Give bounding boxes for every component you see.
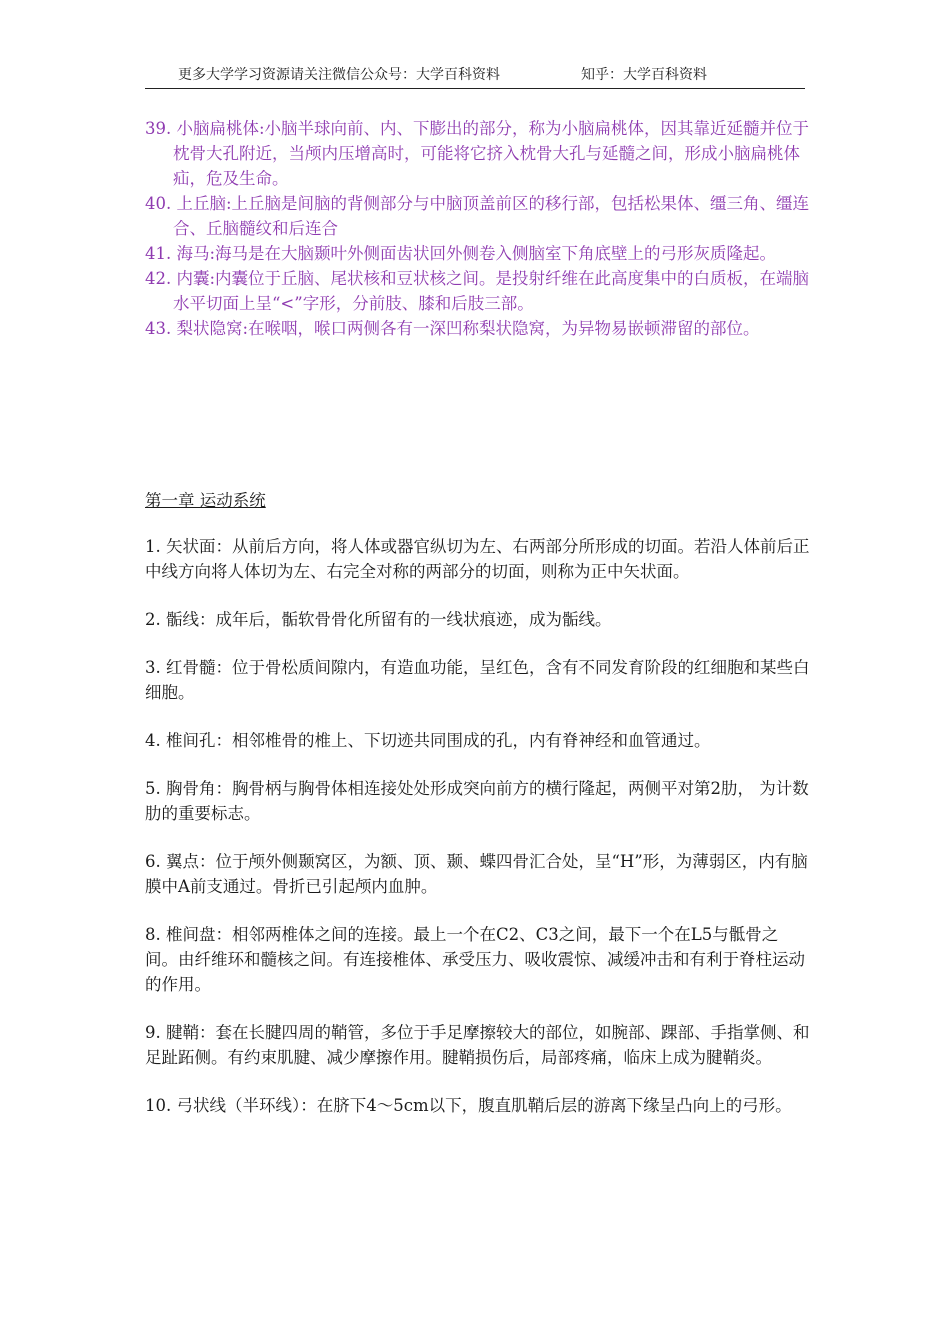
definition-paragraph: 4. 椎间孔：相邻椎骨的椎上、下切迹共同围成的孔，内有脊神经和血管通过。 <box>145 731 711 750</box>
definition-paragraph: 2. 骺线：成年后，骺软骨骨化所留有的一线状痕迹，成为骺线。 <box>145 610 612 629</box>
definition-paragraph: 10. 弓状线（半环线）：在脐下4～5cm以下，腹直肌鞘后层的游离下缘呈凸向上的弓形。 <box>145 1096 792 1115</box>
list-item: 39. 小脑扁桃体:小脑半球向前、内、下膨出的部分，称为小脑扁桃体，因其靠近延髓并位于枕骨大孔附近，当颅内压增高时，可能将它挤入枕骨大孔与延髓之间，形成小脑扁桃体疝，危及生命。 <box>145 119 810 188</box>
definition-paragraph: 9. 腱鞘：套在长腱四周的鞘管，多位于手足摩擦较大的部位，如腕部、踝部、手指掌侧、和足趾跖侧。有约束肌腱、减少摩擦作用。腱鞘损伤后，局部疼痛，临床上成为腱鞘炎。 <box>145 1023 810 1067</box>
header-wechat-text: 更多大学学习资源请关注微信公众号：大学百科资料 <box>178 67 500 83</box>
list-item: 42. 内囊:内囊位于丘脑、尾状核和豆状核之间。是投射纤维在此高度集中的白质板，在端脑水平切面上呈“<”字形，分前肢、膝和后肢三部。 <box>145 269 810 313</box>
definition-paragraph: 6. 翼点：位于颅外侧颞窝区，为额、顶、颞、蝶四骨汇合处，呈“H”形，为薄弱区，内有脑膜中A前支通过。骨折已引起颅内血肿。 <box>145 852 808 896</box>
definition-paragraph: 3. 红骨髓：位于骨松质间隙内，有造血功能，呈红色，含有不同发育阶段的红细胞和某些白细胞。 <box>145 658 810 702</box>
chapter-title: 第一章 运动系统 <box>145 491 266 510</box>
definition-paragraph: 8. 椎间盘：相邻两椎体之间的连接。最上一个在C2、C3之间，最下一个在L5与骶骨之间。由纤维环和髓核之间。有连接椎体、承受压力、吸收震惊、减缓冲击和有利于脊柱运动的作用。 <box>145 925 805 994</box>
list-item: 40. 上丘脑:上丘脑是间脑的背侧部分与中脑顶盖前区的移行部，包括松果体、缰三角、缰连合、丘脑髓纹和后连合 <box>145 194 810 238</box>
definition-paragraph: 5. 胸骨角：胸骨柄与胸骨体相连接处处形成突向前方的横行隆起，两侧平对第2肋， 为计数肋的重要标志。 <box>145 779 809 823</box>
page-header <box>145 62 805 89</box>
definition-paragraph: 1. 矢状面：从前后方向，将人体或器官纵切为左、右两部分所形成的切面。若沿人体前后正中线方向将人体切为左、右完全对称的两部分的切面，则称为正中矢状面。 <box>145 537 810 581</box>
highlighted-terms-list <box>145 116 810 341</box>
definitions-list <box>145 534 810 1141</box>
list-item: 43. 梨状隐窝:在喉咽，喉口两侧各有一深凹称梨状隐窝，为异物易嵌顿滞留的部位。 <box>145 319 760 338</box>
list-item: 41. 海马:海马是在大脑颞叶外侧面齿状回外侧卷入侧脑室下角底壁上的弓形灰质隆起。 <box>145 244 777 263</box>
header-zhihu-text: 知乎：大学百科资料 <box>581 67 707 83</box>
